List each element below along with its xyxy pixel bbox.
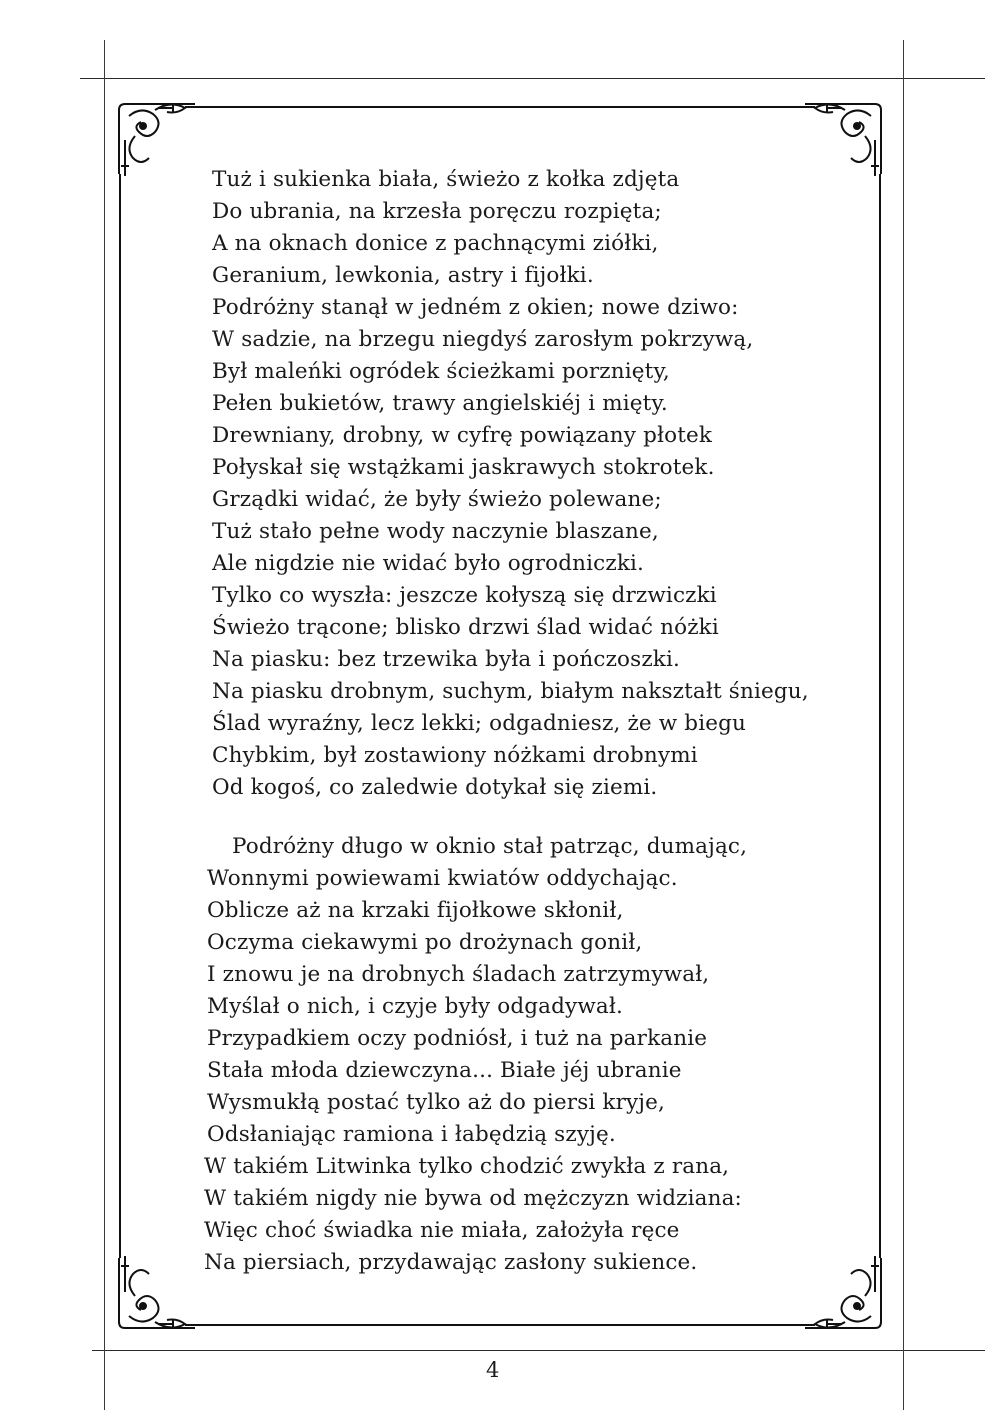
stanza1-line-16: Na piasku: bez trzewika była i pończoszki. [212, 647, 680, 672]
stanza2-line-8: Stała młoda dziewczyna... Białe jéj ubranie [207, 1058, 682, 1083]
stanza1-line-4: Geranium, lewkonia, astry i fijołki. [212, 263, 594, 288]
stanza2-line-14: Na piersiach, przydawając zasłony sukience. [204, 1250, 698, 1275]
stanza1-line-12: Tuż stało pełne wody naczynie blaszane, [212, 519, 659, 544]
stanza2-line-9: Wysmukłą postać tylko aż do piersi kryje, [207, 1090, 665, 1115]
stanza1-line-10: Połyskał się wstążkami jaskrawych stokrotek. [212, 455, 715, 480]
stanza2-line-10: Odsłaniając ramiona i łabędzią szyję. [207, 1122, 616, 1147]
stanza1-line-6: W sadzie, na brzegu niegdyś zarosłym pokrzywą, [212, 327, 754, 352]
stanza1-line-3: A na oknach donice z pachnącymi ziółki, [212, 231, 659, 256]
stanza1-line-8: Pełen bukietów, trawy angielskiéj i mięty. [212, 391, 668, 416]
stanza1-line-15: Świeżo trącone; blisko drzwi ślad widać nóżki [212, 615, 719, 640]
stanza2-line-3: Oblicze aż na krzaki fijołkowe skłonił, [207, 898, 624, 923]
stanza1-line-9: Drewniany, drobny, w cyfrę powiązany płotek [212, 423, 713, 448]
stanza2-line-5: I znowu je na drobnych śladach zatrzymywał, [207, 962, 710, 987]
stanza2-line-4: Oczyma ciekawymi po drożynach gonił, [207, 930, 643, 955]
stanza2-line-7: Przypadkiem oczy podniósł, i tuż na parkanie [207, 1026, 708, 1051]
stanza1-line-17: Na piasku drobnym, suchym, białym nakształt śniegu, [212, 679, 809, 704]
stanza1-line-5: Podróżny stanął w jedném z okien; nowe dziwo: [212, 295, 739, 320]
stanza2-line-13: Więc choć świadka nie miała, założyła ręce [204, 1218, 680, 1243]
stanza2-line-6: Myślał o nich, i czyje były odgadywał. [207, 994, 623, 1019]
stanza1-line-14: Tylko co wyszła: jeszcze kołyszą się drzwiczki [212, 583, 717, 608]
stanza1-line-2: Do ubrania, na krzesła poręczu rozpięta; [212, 199, 662, 224]
stanza2-line-11: W takiém Litwinka tylko chodzić zwykła z rana, [204, 1154, 730, 1179]
stanza1-line-19: Chybkim, był zostawiony nóżkami drobnymi [212, 743, 698, 768]
stanza1-line-13: Ale nigdzie nie widać było ogrodniczki. [212, 551, 645, 576]
stanza2-line-12: W takiém nigdy nie bywa od mężczyzn widziana: [204, 1186, 742, 1211]
stanza1-line-20: Od kogoś, co zaledwie dotykał się ziemi. [212, 775, 658, 800]
stanza1-line-1: Tuż i sukienka biała, świeżo z kołka zdjęta [212, 167, 680, 192]
stanza1-line-7: Był maleńki ogródek ścieżkami porznięty, [212, 359, 670, 384]
stanza1-line-18: Ślad wyraźny, lecz lekki; odgadniesz, że w biegu [212, 711, 747, 736]
stanza1-line-11: Grządki widać, że były świeżo polewane; [212, 487, 662, 512]
stanza2-line-2: Wonnymi powiewami kwiatów oddychając. [207, 866, 678, 891]
page-number: 4 [486, 1358, 500, 1382]
stanza2-line-1: Podróżny długo w oknio stał patrząc, dumając, [232, 834, 748, 859]
